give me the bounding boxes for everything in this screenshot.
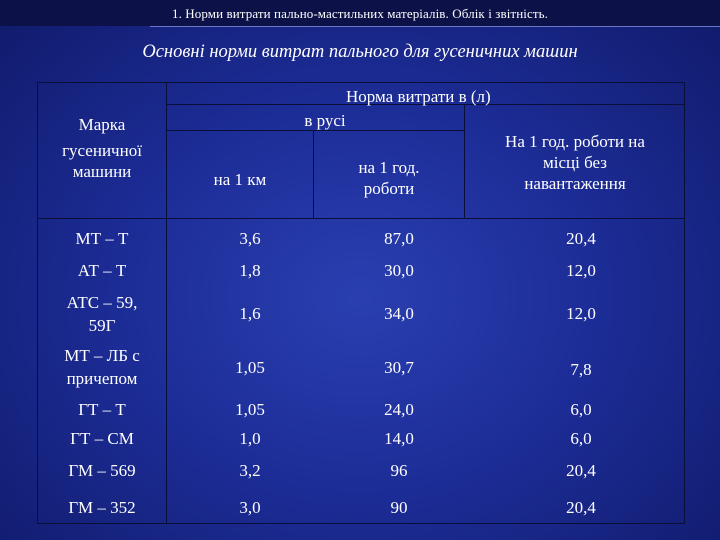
header-idle: [465, 131, 685, 194]
table-cell-idle: 6,0: [570, 429, 592, 448]
table-cell-hour: 30,7: [384, 358, 414, 377]
table-cell-km: 3,2: [239, 461, 261, 480]
header-idle-line-3: навантаження: [524, 174, 626, 193]
header-title: 1. Норми витрати пально-мастильних матеріалів. Облік і звітність.: [171, 6, 549, 21]
header-divider: [150, 26, 720, 27]
table-cell-km: 3,0: [239, 498, 261, 517]
table-row-brand: [38, 345, 166, 389]
table-cell-idle: 20,4: [566, 461, 596, 480]
header-km: на 1 км: [213, 170, 267, 189]
header-idle-line-2: місці без: [543, 153, 607, 172]
table-row-brand-line-2: 59Г: [88, 316, 116, 335]
table-cell-idle: 20,4: [566, 498, 596, 517]
table-row-brand: МТ – Т: [75, 229, 129, 248]
header-hour-line-1: на 1 год.: [358, 158, 420, 177]
table-cell-hour: 34,0: [384, 304, 414, 323]
table-cell-km: 1,6: [239, 304, 261, 323]
table-cell-km: 1,05: [235, 400, 265, 419]
table-cell-km: 1,8: [239, 261, 261, 280]
table-cell-hour: 87,0: [384, 229, 414, 248]
table-cell-km: 3,6: [239, 229, 261, 248]
table-hline-header: [37, 218, 685, 219]
table-cell-km: 1,0: [239, 429, 261, 448]
table-row-brand-line-2: причепом: [66, 369, 138, 388]
table-row-brand: ГМ – 352: [68, 498, 136, 517]
table-cell-idle: 12,0: [566, 304, 596, 323]
table-row-brand-line-1: АТС – 59,: [66, 293, 138, 312]
header-group-line2: в русі: [304, 111, 346, 130]
table-cell-hour: 14,0: [384, 429, 414, 448]
table-cell-hour: 30,0: [384, 261, 414, 280]
table-row-brand-line-1: МТ – ЛБ с: [64, 346, 140, 365]
table-cell-idle: 12,0: [566, 261, 596, 280]
header-brand-line-3: машини: [72, 162, 132, 181]
table-row-brand: ГМ – 569: [68, 461, 136, 480]
table-cell-km: 1,05: [235, 358, 265, 377]
table-row-brand: АТ – Т: [77, 261, 127, 280]
header-brand: [38, 114, 166, 182]
table-row-brand: ГТ – Т: [78, 400, 126, 419]
table-cell-hour: 96: [390, 461, 408, 480]
header-group-line1: Норма витрати в (л): [346, 87, 491, 106]
table-row-brand: ГТ – СМ: [70, 429, 134, 448]
table-cell-idle: 6,0: [570, 400, 592, 419]
table-cell-hour: 90: [390, 498, 408, 517]
table-cell-idle: 7,8: [570, 360, 592, 379]
header-hour-line-2: роботи: [363, 179, 415, 198]
header-hour: [314, 157, 464, 199]
table-row-brand: [38, 292, 166, 336]
slide-title: Основні норми витрат пального для гусеничних машин: [142, 42, 578, 62]
header-idle-line-1: На 1 год. роботи на: [505, 132, 645, 151]
table-cell-idle: 20,4: [566, 229, 596, 248]
header-brand-line-2: гусеничної: [62, 141, 142, 160]
header-brand-line-1: Марка: [78, 115, 126, 134]
table-cell-hour: 24,0: [384, 400, 414, 419]
